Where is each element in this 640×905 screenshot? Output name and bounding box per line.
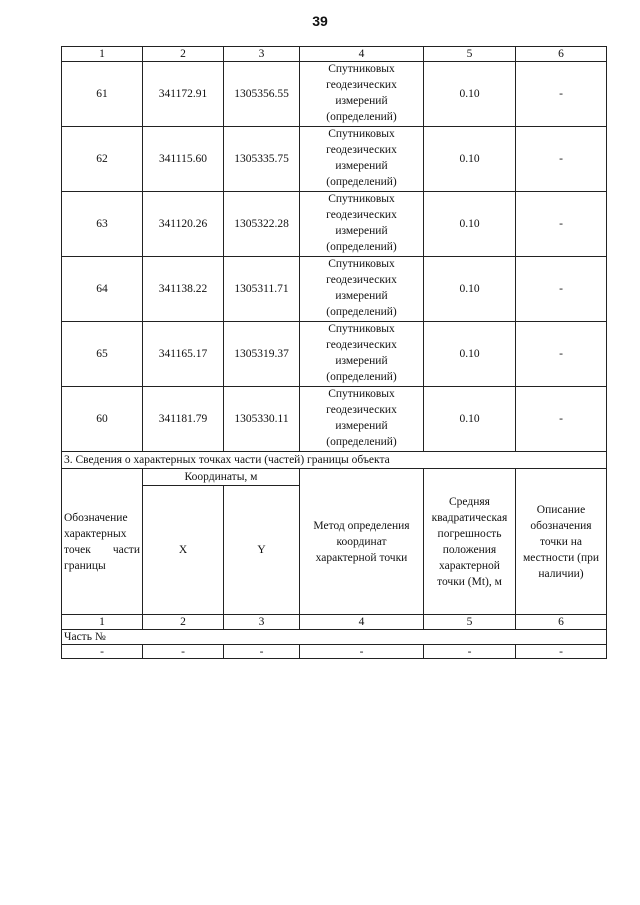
empty-cell: - (62, 645, 143, 659)
point-label-header: Обозначение характерных точек части границы (62, 469, 143, 615)
column-number: 5 (424, 615, 516, 630)
description-cell: - (516, 257, 607, 322)
accuracy-cell: 0.10 (424, 127, 516, 192)
column-number: 4 (300, 47, 424, 62)
x-cell: 341181.79 (143, 387, 224, 452)
method-cell: Спутниковых геодезических измерений (определений) (300, 387, 424, 452)
point-cell: 65 (62, 322, 143, 387)
y-cell: 1305356.55 (224, 62, 300, 127)
x-cell: 341115.60 (143, 127, 224, 192)
y-cell: 1305330.11 (224, 387, 300, 452)
table-row (62, 322, 607, 387)
method-cell: Спутниковых геодезических измерений (определений) (300, 322, 424, 387)
y-header: Y (224, 486, 300, 615)
point-cell: 60 (62, 387, 143, 452)
column-number: 5 (424, 47, 516, 62)
point-cell: 63 (62, 192, 143, 257)
empty-cell: - (143, 645, 224, 659)
column-number-row (62, 615, 607, 630)
column-number: 6 (516, 615, 607, 630)
method-cell: Спутниковых геодезических измерений (определений) (300, 257, 424, 322)
point-cell: 62 (62, 127, 143, 192)
accuracy-cell: 0.10 (424, 387, 516, 452)
method-cell: Спутниковых геодезических измерений (определений) (300, 192, 424, 257)
characteristic-points-table (61, 46, 607, 659)
x-cell: 341120.26 (143, 192, 224, 257)
column-number: 6 (516, 47, 607, 62)
x-cell: 341172.91 (143, 62, 224, 127)
x-cell: 341165.17 (143, 322, 224, 387)
point-cell: 64 (62, 257, 143, 322)
table-row (62, 257, 607, 322)
empty-cell: - (224, 645, 300, 659)
header-row (62, 469, 607, 486)
method-cell: Спутниковых геодезических измерений (определений) (300, 62, 424, 127)
description-cell: - (516, 62, 607, 127)
table-row (62, 645, 607, 659)
section-title: 3. Сведения о характерных точках части (частей) границы объекта (62, 452, 607, 469)
x-header: X (143, 486, 224, 615)
accuracy-cell: 0.10 (424, 257, 516, 322)
empty-cell: - (300, 645, 424, 659)
accuracy-cell: 0.10 (424, 192, 516, 257)
y-cell: 1305335.75 (224, 127, 300, 192)
column-number: 3 (224, 615, 300, 630)
point-cell: 61 (62, 62, 143, 127)
page-number: 39 (312, 13, 328, 29)
x-cell: 341138.22 (143, 257, 224, 322)
column-number-row (62, 47, 607, 62)
description-header: Описание обозначения точки на местности (при наличии) (516, 469, 607, 615)
y-cell: 1305319.37 (224, 322, 300, 387)
description-cell: - (516, 192, 607, 257)
empty-cell: - (424, 645, 516, 659)
table-row (62, 127, 607, 192)
y-cell: 1305311.71 (224, 257, 300, 322)
part-row (62, 630, 607, 645)
y-cell: 1305322.28 (224, 192, 300, 257)
table-row (62, 387, 607, 452)
description-cell: - (516, 322, 607, 387)
accuracy-cell: 0.10 (424, 62, 516, 127)
column-number: 1 (62, 47, 143, 62)
table-row (62, 192, 607, 257)
table-row (62, 62, 607, 127)
accuracy-header: Средняя квадратическая погрешность положения характерной точки (Mt), м (424, 469, 516, 615)
section-title-row (62, 452, 607, 469)
column-number: 1 (62, 615, 143, 630)
accuracy-cell: 0.10 (424, 322, 516, 387)
method-cell: Спутниковых геодезических измерений (определений) (300, 127, 424, 192)
column-number: 3 (224, 47, 300, 62)
coordinates-header: Координаты, м (143, 469, 300, 486)
column-number: 4 (300, 615, 424, 630)
column-number: 2 (143, 615, 224, 630)
method-header: Метод определения координат характерной точки (300, 469, 424, 615)
empty-cell: - (516, 645, 607, 659)
description-cell: - (516, 387, 607, 452)
description-cell: - (516, 127, 607, 192)
part-label: Часть № (62, 630, 607, 645)
column-number: 2 (143, 47, 224, 62)
